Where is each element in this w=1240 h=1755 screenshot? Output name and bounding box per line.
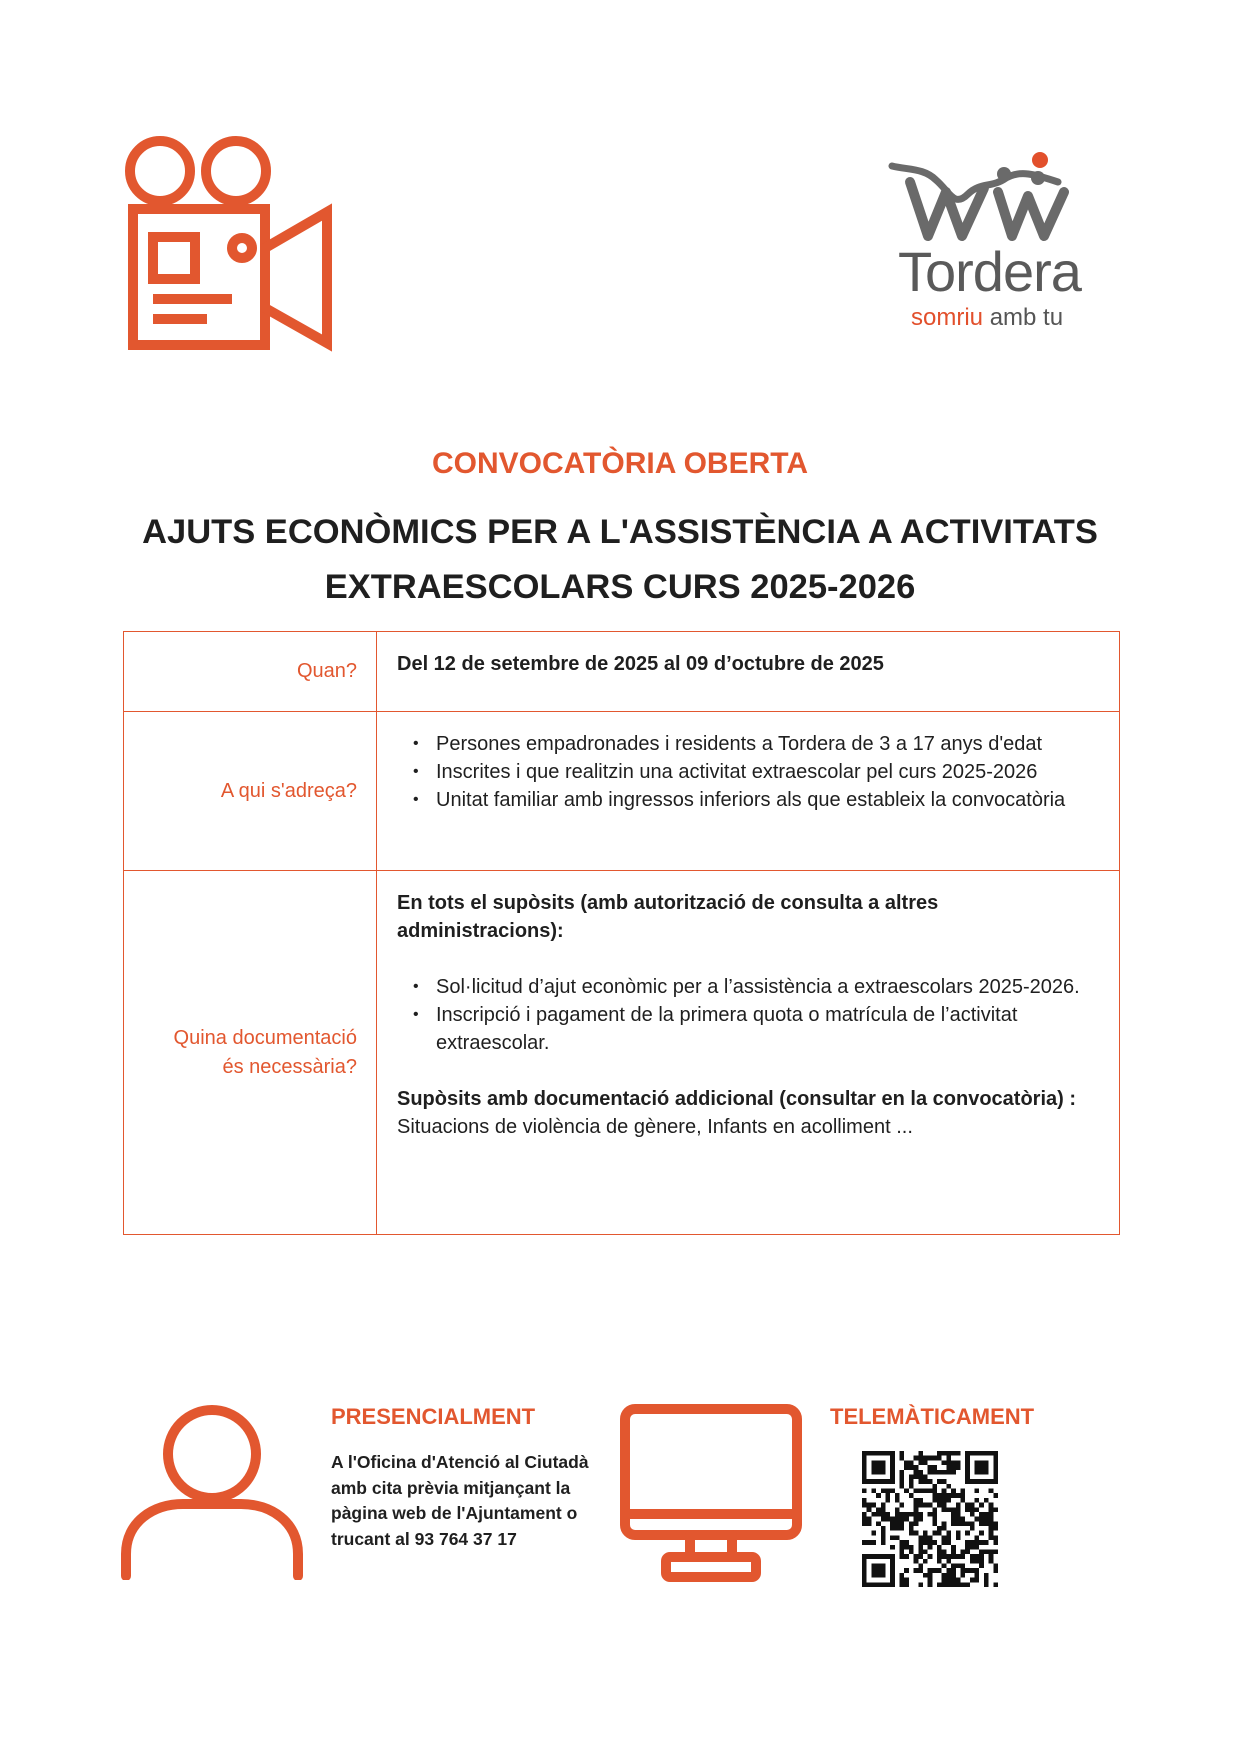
docs-list [397, 973, 1099, 1057]
docs-extra-text: Situacions de violència de gènere, Infants en acolliment ... [397, 1116, 913, 1138]
logo-figures-icon [888, 152, 1098, 252]
when-value: Del 12 de setembre de 2025 al 09 d’octubre de 2025 [377, 632, 1120, 712]
docs-label-line-2: és necessària? [222, 1055, 357, 1078]
who-label: A qui s'adreça? [124, 712, 377, 871]
logo-tagline-rest: amb tu [989, 304, 1064, 331]
logo-name: Tordera [898, 240, 1081, 303]
video-camera-icon [122, 136, 337, 354]
docs-label-line-1: Quina documentació [173, 1026, 357, 1049]
in-person-title: PRESENCIALMENT [331, 1404, 536, 1429]
docs-label [124, 871, 377, 1235]
page-title [100, 505, 1140, 615]
docs-value [377, 871, 1120, 1235]
page-title-line-2: EXTRAESCOLARS CURS 2025-2026 [324, 568, 916, 606]
subtitle: CONVOCATÒRIA OBERTA [431, 447, 809, 480]
docs-extra-title: Supòsits amb documentació addicional (consultar en la convocatòria) : [397, 1088, 1077, 1110]
in-person-text: A l'Oficina d'Atenció al Ciutadà amb cita prèvia mitjançant la pàgina web de l'Ajuntament o trucant al 93 764 37 17 [331, 1452, 589, 1549]
list-item: • Unitat familiar amb ingressos inferiors als que estableix la convocatòria [397, 786, 1099, 814]
when-label: Quan? [124, 632, 377, 712]
monitor-icon [620, 1404, 802, 1582]
who-list [397, 730, 1099, 814]
table-row-when [124, 632, 1120, 712]
logo-tagline-highlight: somriu [911, 304, 984, 331]
tordera-logo [888, 152, 1098, 332]
list-item: • Persones empadronades i residents a Tordera de 3 a 17 anys d'edat [397, 730, 1099, 758]
online-title: TELEMÀTICAMENT [830, 1404, 1035, 1429]
page-title-line-1: AJUTS ECONÒMICS PER A L'ASSISTÈNCIA A ACTIVITATS [142, 513, 1098, 551]
list-item: • Inscrites i que realitzin una activitat extraescolar pel curs 2025-2026 [397, 758, 1099, 786]
list-item: • Inscripció i pagament de la primera quota o matrícula de l’activitat extraescolar. [397, 1001, 1099, 1057]
who-value [377, 712, 1120, 871]
qr-code[interactable] [862, 1451, 998, 1587]
logo-tagline [911, 306, 1063, 330]
person-icon [121, 1404, 303, 1580]
table-row-who [124, 712, 1120, 871]
docs-intro: En tots el supòsits (amb autorització de consulta a altres administracions): [397, 892, 939, 942]
table-row-docs [124, 871, 1120, 1235]
list-item: • Sol·licitud d’ajut econòmic per a l’assistència a extraescolars 2025-2026. [397, 973, 1099, 1001]
info-table [123, 631, 1120, 1235]
